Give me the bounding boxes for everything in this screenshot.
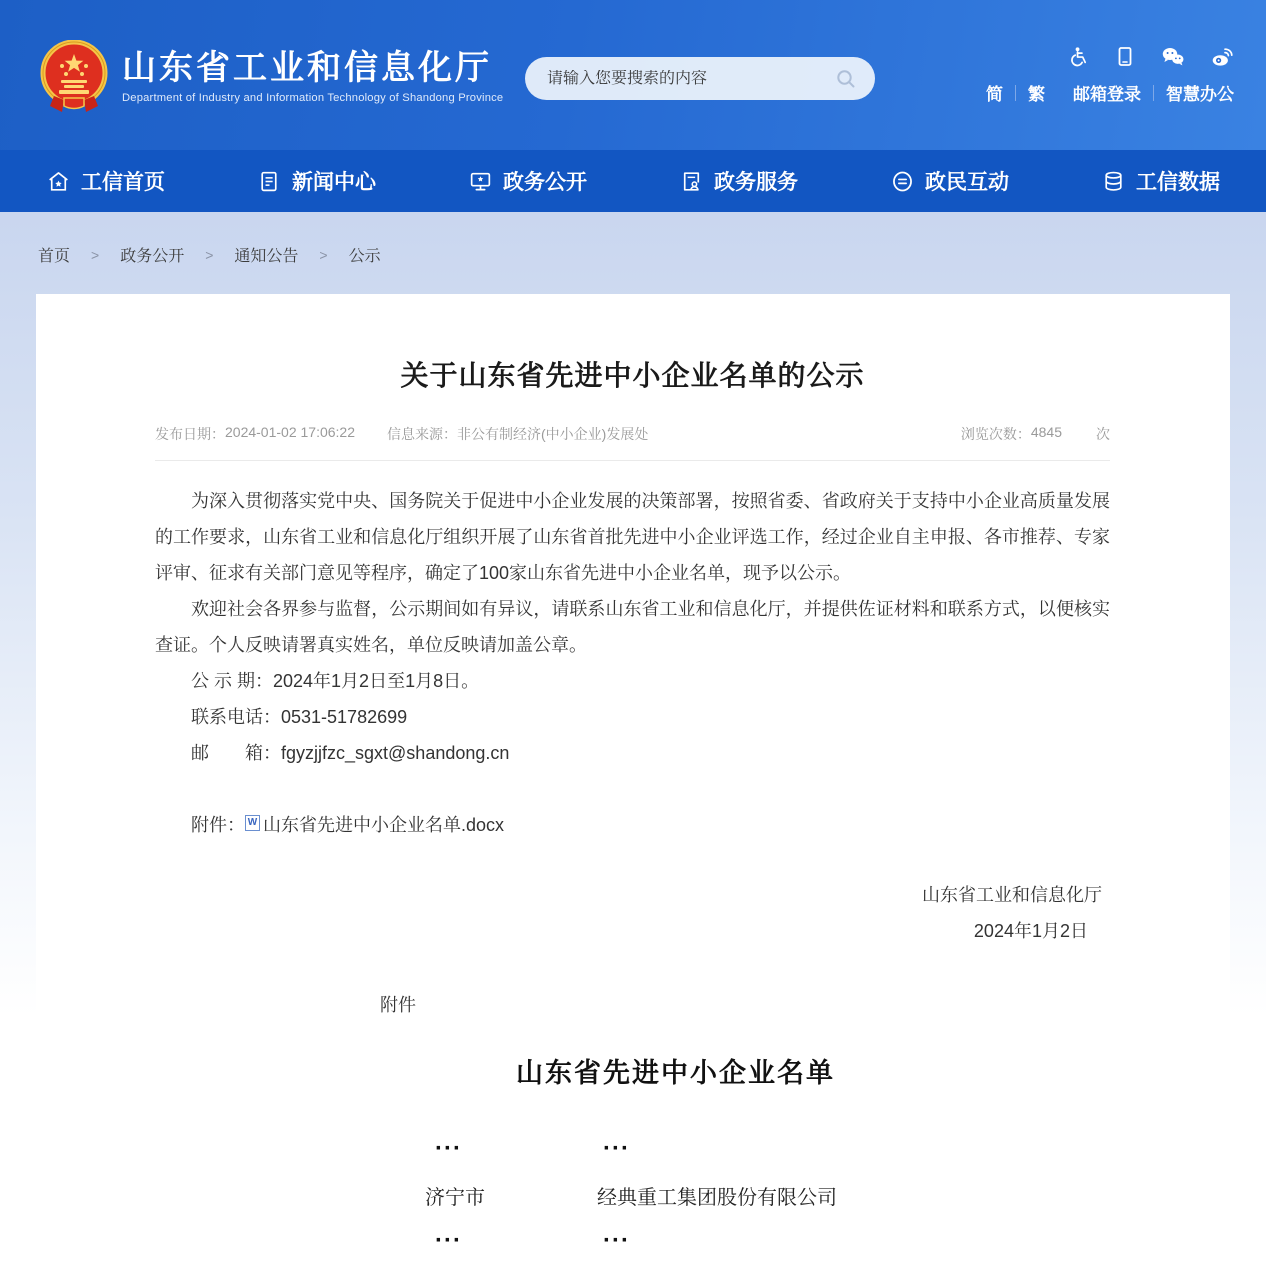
search-icon [835,68,857,90]
company-cell: 经典重工集团股份有限公司 [597,1186,837,1209]
site-logo[interactable] [38,40,503,114]
embedded-doc-label: 附件 [380,995,416,1015]
wechat-icon[interactable] [1161,46,1185,67]
breadcrumb-current: 公示 [348,248,381,265]
publish-date-value: 2024-01-02 17:06:22 [225,424,355,440]
paragraph: 为深入贯彻落实党中央、国务院关于促进中小企业发展的决策部署，按照省委、省政府关于支持中小企业高质量发展的工作要求，山东省工业和信息化厅组织开展了山东省首批先进中小企业评选工作，经过企业自主申报、各市推荐、专家评审、征求有关部门意见等程序，确定了100家山东省先进中小企业名单，现予以公示。 [155,491,1110,583]
breadcrumb-notices[interactable]: 通知公告 [234,248,299,265]
breadcrumb-gov-open[interactable]: 政务公开 [120,248,185,265]
search-input[interactable] [547,70,833,88]
attachment-link[interactable]: 山东省先进中小企业名单.docx [263,815,505,835]
divider [1153,85,1154,101]
national-emblem-icon [38,40,110,114]
lang-simplified-link[interactable]: 简 [986,85,1003,104]
home-icon [46,169,71,194]
breadcrumb [0,212,1266,266]
header-quick-links [986,80,1234,105]
article-body [155,483,1110,949]
nav-label: 政务服务 [714,171,798,194]
page-background [0,212,1266,1284]
city-cell: 济宁市 [425,1186,485,1209]
nav-label: 工信首页 [81,171,165,194]
table-row-ellipsis [425,1218,1110,1264]
attachment-label: 附件： [191,815,245,835]
nav-label: 政务公开 [503,171,587,194]
news-icon [257,169,282,194]
company-cell: ··· [603,1227,630,1254]
city-cell: ··· [435,1227,462,1254]
nav-item-home[interactable] [0,150,211,212]
publicity-period-line: 公 示 期：2024年1月2日至1月8日。 [191,671,480,691]
smart-office-link[interactable]: 智慧办公 [1166,85,1234,104]
company-cell: ··· [603,1135,630,1162]
nav-label: 新闻中心 [292,171,376,194]
word-doc-icon: W [245,815,260,831]
embedded-doc-title: 山东省先进中小企业名单 [516,1058,835,1088]
nav-item-data[interactable] [1055,150,1266,212]
article-title: 关于山东省先进中小企业名单的公示 [400,360,865,391]
attachment-line [155,807,1110,843]
source-label: 信息来源： [387,426,457,442]
site-header [0,0,1266,150]
nav-item-news[interactable] [211,150,422,212]
table-row [425,1172,1110,1218]
header-icon-bar [1068,46,1234,67]
breadcrumb-separator: > [91,246,100,263]
signature-date: 2024年1月2日 [973,921,1088,941]
breadcrumb-home[interactable]: 首页 [38,248,71,265]
weibo-icon[interactable] [1211,46,1234,67]
views-unit: 次 [1096,426,1110,442]
nav-label: 政民互动 [925,171,1009,194]
divider [1015,85,1016,101]
lang-traditional-link[interactable]: 繁 [1028,85,1045,104]
views-label: 浏览次数： [960,426,1031,442]
mobile-icon[interactable] [1115,46,1135,67]
nav-item-interaction[interactable] [844,150,1055,212]
search-box [525,57,875,100]
publish-date-label: 发布日期： [155,426,225,442]
main-nav [0,150,1266,212]
article-meta [155,424,1110,461]
table-row-ellipsis [425,1126,1110,1172]
mail-login-link[interactable]: 邮箱登录 [1073,85,1141,104]
contact-email-line: 邮 箱：fgyzjjfzc_sgxt@shandong.cn [191,743,510,763]
contact-phone-line: 联系电话：0531-51782699 [191,707,408,727]
paragraph: 欢迎社会各界参与监督，公示期间如有异议，请联系山东省工业和信息化厅，并提供佐证材料和联系方式，以便核实查证。个人反映请署真实姓名，单位反映请加盖公章。 [155,599,1110,655]
embedded-doc-table [425,1126,1110,1264]
city-cell: ··· [435,1135,462,1162]
source-value: 非公有制经济(中小企业)发展处 [457,426,649,442]
interaction-icon [890,169,915,194]
breadcrumb-separator: > [319,246,328,263]
search-button[interactable] [833,66,859,92]
signature-org: 山东省工业和信息化厅 [922,885,1102,905]
nav-item-gov-service[interactable] [633,150,844,212]
article-signature [155,877,1110,949]
database-icon [1101,169,1126,194]
views-count: 4845 [1030,424,1062,440]
accessibility-icon[interactable] [1068,46,1089,67]
site-subtitle: Department of Industry and Information Technology of Shandong Province [122,92,504,105]
gov-service-icon [679,169,704,194]
article-card [36,294,1230,1284]
breadcrumb-separator: > [205,246,214,263]
nav-label: 工信数据 [1136,171,1220,194]
nav-item-gov-open[interactable] [422,150,633,212]
gov-open-icon [468,169,493,194]
site-title: 山东省工业和信息化厅 [122,48,492,87]
